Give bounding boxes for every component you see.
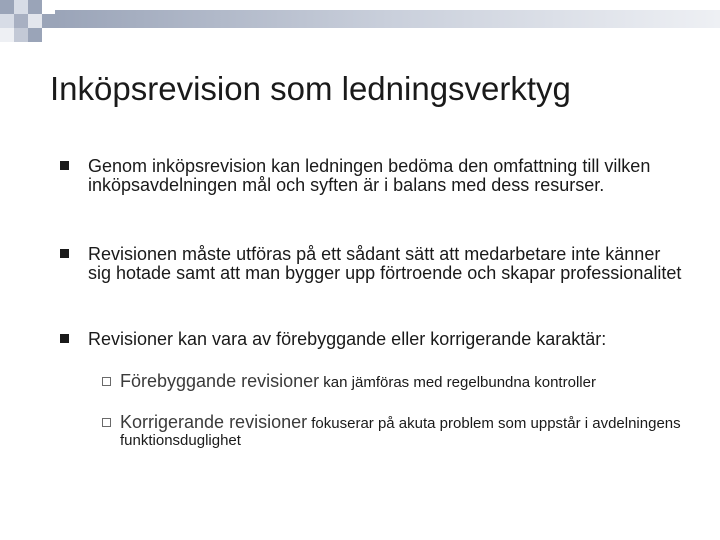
square-bullet-icon	[60, 249, 69, 258]
deco-square	[28, 28, 42, 42]
bullet-text: Revisionen måste utföras på ett sådant sätt att medarbetare inte känner sig hotade samt att man bygger upp förtroende och skapar professionalitet	[88, 244, 682, 283]
deco-square	[0, 14, 14, 28]
deco-square	[0, 0, 14, 14]
square-bullet-icon	[60, 334, 69, 343]
sub-bullet-lead: Korrigerande revisioner	[120, 412, 308, 432]
bullet-item	[88, 245, 688, 283]
header-band	[55, 10, 720, 28]
deco-square	[14, 28, 28, 42]
deco-square	[28, 14, 42, 28]
header-decoration	[0, 0, 720, 50]
sub-bullet-rest: kan jämföras med regelbundna kontroller	[319, 374, 596, 391]
square-bullet-icon	[60, 161, 69, 170]
deco-square	[14, 0, 28, 14]
sub-bullet-lead: Förebyggande revisioner	[120, 371, 320, 391]
deco-square	[14, 14, 28, 28]
bullet-item	[88, 157, 688, 195]
deco-square	[42, 14, 56, 28]
checkbox-bullet-icon	[102, 418, 111, 427]
bullet-text: Genom inköpsrevision kan ledningen bedöma den omfattning till vilken inköpsavdelningen mål och syften är i balans med dess resurser.	[88, 156, 651, 195]
sub-bullet-rest: fokuserar på akuta problem som uppstår i avdelningens funktionsduglighet	[120, 415, 681, 449]
slide-title: Inköpsrevision som ledningsverktyg	[50, 70, 571, 107]
bullet-item	[88, 330, 688, 349]
bullet-text: Revisioner kan vara av förebyggande eller korrigerande karaktär:	[88, 329, 607, 349]
sub-bullet-item	[120, 373, 690, 391]
sub-bullet-item	[120, 414, 690, 449]
deco-square	[0, 28, 14, 42]
checkbox-bullet-icon	[102, 377, 111, 386]
deco-square	[28, 0, 42, 14]
